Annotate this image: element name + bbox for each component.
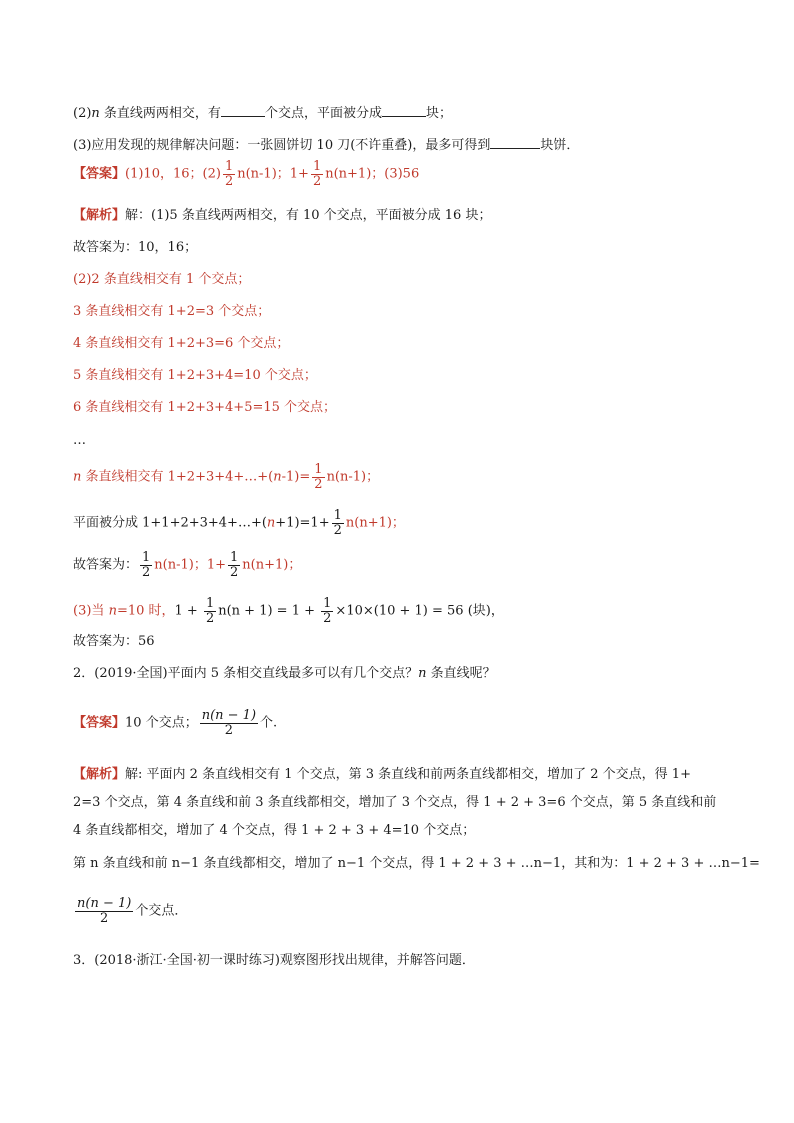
fraction: $\frac{1}{2}$: [230, 550, 239, 580]
explanation-answer-2: 故答案为： $\frac{1}{2}$ n(n-1)；1+ $\frac{1}{2}$ n(n+1)；: [73, 550, 302, 580]
explanation-line: 3 条直线相交有 1+2=3 个交点；: [73, 304, 271, 319]
fraction: $\frac{1}{2}$: [224, 159, 234, 189]
fraction: $\frac{1}{2}$: [323, 596, 332, 626]
explanation-line: 6 条直线相交有 1+2+3+4+5=15 个交点；: [73, 400, 337, 415]
explanation-2-line: 4 条直线都相交，增加了 4 个交点，得 1 + 2 + 3 + 4=10 个交点；: [73, 823, 476, 838]
answer-blank: [490, 135, 540, 149]
question-part-2: (2)n 条直线两两相交，有 个交点，平面被分成 块；: [73, 103, 452, 123]
explanation-line-regions: 平面被分成 1+1+2+3+4+…+(n+1)=1+ $\frac{1}{2}$ n(n+1)；: [73, 508, 405, 538]
explanation-2-line: 2=3 个交点，第 4 条直线和前 3 条直线都相交，增加了 3 个交点，得 1 + 2 + 3=6 个交点，第 5 条直线和前: [73, 795, 717, 810]
question-part-3: (3)应用发现的规律解决问题：一张圆饼切 10 刀(不许重叠)，最多可得到 块饼．: [73, 135, 579, 155]
fraction: $\frac{n(n - 1)}{2}$: [201, 708, 257, 738]
explanation-2-line: 【解析】解: 平面内 2 条直线相交有 1 个交点，第 3 条直线和前两条直线都相交，增加了 2 个交点，得 1+: [73, 767, 691, 782]
answer-1: 【答案】(1)10，16；(2) $\frac{1}{2}$ n(n-1)；1+ $\frac{1}{2}$ n(n+1)；(3)56: [73, 159, 420, 189]
answer-blank: [221, 103, 265, 117]
explanation-1-intro: 【解析】解：(1)5 条直线两两相交，有 10 个交点，平面被分成 16 块；: [73, 208, 492, 223]
explanation-line: 故答案为：10，16；: [73, 240, 198, 255]
fraction: $\frac{1}{2}$: [205, 596, 215, 626]
explanation-line: 故答案为：56: [73, 634, 155, 649]
question-3: 3．(2018·浙江·全国·初一课时练习)观察图形找出规律，并解答问题．: [73, 953, 475, 968]
fraction: $\frac{1}{2}$: [312, 159, 322, 189]
explanation-line-general: n 条直线相交有 1+2+3+4+…+(n-1)= $\frac{1}{2}$ n(n-1)；: [73, 462, 380, 492]
ellipsis: …: [73, 433, 86, 448]
explanation-line: (2)2 条直线相交有 1 个交点；: [73, 272, 251, 287]
explanation-line: 5 条直线相交有 1+2+3+4=10 个交点；: [73, 368, 317, 383]
explanation-part-3: (3)当 n=10 时，1 + $\frac{1}{2}$ n(n + 1) = 1 + $\frac{1}{2}$ ×10×(10 + 1) = 56 (块)，: [73, 596, 504, 626]
answer-blank: [382, 103, 426, 117]
fraction: $\frac{1}{2}$: [314, 462, 323, 492]
question-2: 2．(2019·全国)平面内 5 条相交直线最多可以有几个交点？n 条直线呢？: [73, 666, 496, 681]
answer-2: 【答案】10 个交点； $\frac{n(n - 1)}{2}$ 个.: [73, 708, 278, 738]
fraction: $\frac{1}{2}$: [142, 550, 151, 580]
explanation-2-line: 第 n 条直线和前 n−1 条直线都相交，增加了 n−1 个交点，得 1 + 2 + 3 + …n−1，其和为：1 + 2 + 3 + …n−1=: [73, 856, 760, 871]
fraction: $\frac{n(n - 1)}{2}$: [77, 896, 132, 926]
explanation-2-result: $\frac{n(n - 1)}{2}$ 个交点．: [77, 896, 188, 926]
fraction: $\frac{1}{2}$: [333, 508, 342, 538]
explanation-line: 4 条直线相交有 1+2+3=6 个交点；: [73, 336, 290, 351]
